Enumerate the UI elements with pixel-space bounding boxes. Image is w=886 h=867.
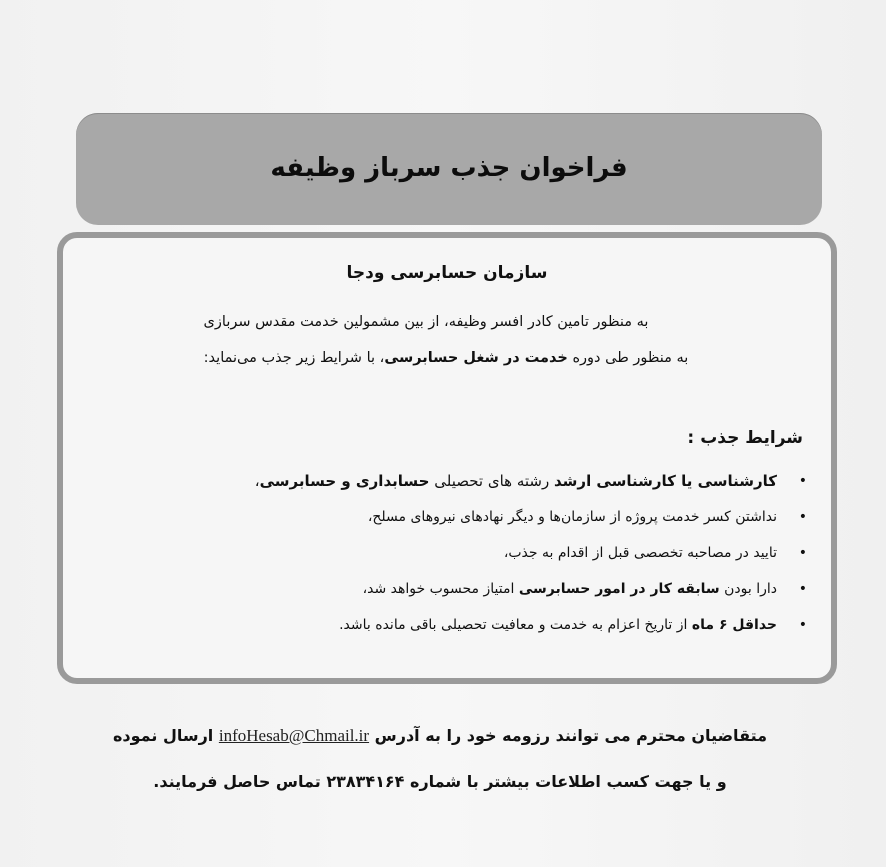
bullet-icon: • (798, 581, 807, 597)
organization-name: سازمان حسابرسی ودجا (346, 263, 548, 283)
condition-4-text-a: دارا بودن (719, 581, 777, 597)
condition-1-bold-b: حسابداری و حسابرسی (259, 472, 430, 490)
condition-1-text-a: رشته های تحصیلی (429, 472, 555, 490)
footer-line-2: و یا جهت کسب اطلاعات بیشتر با شماره ۲۳۸۳۴۱۶۴ تماس حاصل فرمایند. (153, 772, 727, 791)
condition-4-bold: سابقه کار در امور حسابرسی (518, 581, 720, 597)
condition-5-bold: حداقل ۶ ماه (691, 617, 777, 633)
intro-line-2-start: به منظور طی دوره (567, 350, 689, 366)
footer-line-1 (60, 726, 820, 746)
title-banner (76, 113, 822, 225)
bullet-icon: • (798, 545, 807, 561)
condition-item (137, 499, 817, 535)
intro-line-2-end: ، با شرایط زیر جذب می‌نماید: (203, 350, 385, 366)
bullet-icon: • (798, 509, 807, 525)
condition-item (137, 463, 817, 499)
condition-item (137, 571, 817, 607)
info-box (57, 232, 837, 684)
condition-5-text: از تاریخ اعزام به خدمت و معافیت تحصیلی باقی مانده باشد. (339, 617, 692, 633)
conditions-list (137, 463, 817, 643)
intro-line-2 (121, 344, 771, 372)
conditions-heading-text: شرایط جذب (700, 428, 803, 448)
intro-line-1: به منظور تامین کادر افسر وظیفه، از بین مشمولین خدمت مقدس سربازی (203, 314, 649, 330)
footer-line-1-end: ارسال نموده (112, 726, 219, 745)
intro-line-2-bold: خدمت در شغل حسابرسی (384, 350, 568, 366)
condition-item (137, 607, 817, 643)
condition-4-text-b: امتیاز محسوب خواهد شد، (362, 581, 519, 597)
footer-line-1-start: متقاضیان محترم می توانند رزومه خود را به آدرس (369, 726, 768, 745)
condition-2-text: نداشتن کسر خدمت پروژه از سازمان‌ها و دیگر نهادهای نیروهای مسلح، (367, 509, 777, 525)
page-title: فراخوان جذب سرباز وظیفه (270, 153, 628, 183)
conditions-heading-colon: : (687, 428, 695, 448)
email-link[interactable]: infoHesab@Chmail.ir (218, 726, 370, 745)
condition-1-bold-a: کارشناسی یا کارشناسی ارشد (554, 472, 777, 490)
bullet-icon: • (798, 617, 807, 633)
condition-item (137, 535, 817, 571)
bullet-icon: • (798, 473, 807, 489)
condition-3-text: تایید در مصاحبه تخصصی قبل از اقدام به جذب، (503, 545, 777, 561)
conditions-heading (687, 428, 803, 448)
condition-1-text-b: ، (254, 472, 260, 490)
